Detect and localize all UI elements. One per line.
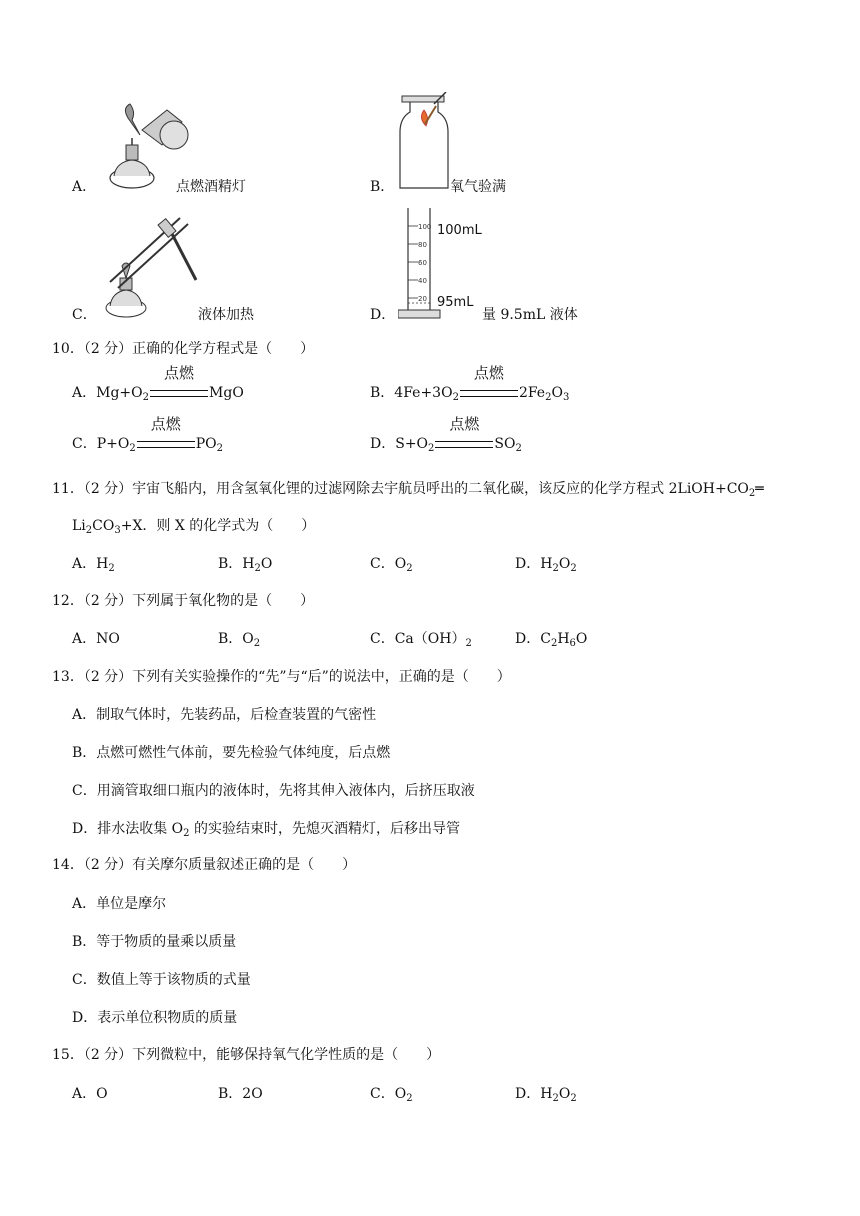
svg-text:20: 20 [418,295,427,303]
q12-option-a[interactable]: A．NO [72,631,120,647]
svg-text:40: 40 [418,277,427,285]
q14-stem: 14．（2 分）有关摩尔质量叙述正确的是（ ） [52,857,357,873]
svg-text:80: 80 [418,241,427,249]
q12-stem: 12．（2 分）下列属于氧化物的是（ ） [52,593,315,609]
oxygen-bottle-test-image [396,92,456,192]
q10-option-d[interactable]: D．$S+O_2$ 点燃 $SO_2$ [370,415,522,454]
q12-option-c[interactable]: C．$Ca(OH)_2$ [370,631,472,649]
q15-option-a[interactable]: A．O [72,1086,108,1102]
q11-option-b[interactable]: B．$H_2O$ [218,556,273,574]
q15-option-b[interactable]: B．2O [218,1086,263,1102]
equals-sign-with-condition: 点燃 [434,435,494,453]
q13-option-c[interactable]: C．用滴管取细口瓶内的液体时，先将其伸入液体内，后挤压取液 [72,783,475,799]
q13-option-a[interactable]: A．制取气体时，先装药品，后检查装置的气密性 [72,707,377,723]
q15-option-d[interactable]: D．$H_2O_2$ [515,1086,577,1104]
equals-sign-with-condition: 点燃 [136,435,196,453]
q10-option-a[interactable]: A．$Mg+O_2$ 点燃 MgO [72,364,244,403]
equals-sign-with-condition: 点燃 [149,384,209,402]
q15-stem: 15．（2 分）下列微粒中，能够保持氧气化学性质的是（ ） [52,1047,441,1063]
svg-text:100: 100 [418,223,432,231]
q9-d-text: 量 9.5mL 液体 [482,307,578,323]
svg-text:60: 60 [418,259,427,267]
q9-d-letter: D． [370,307,396,323]
q14-option-b[interactable]: B．等于物质的量乘以质量 [72,934,237,950]
q9-option-c [72,210,352,325]
q9-option-a [72,100,352,195]
q13-option-b[interactable]: B．点燃可燃性气体前，要先检验气体纯度，后点燃 [72,745,391,761]
q9-c-letter: C． [72,307,97,323]
q10-option-b[interactable]: B．$4Fe+3O_2$ 点燃 $2Fe_2O_3$ [370,364,570,403]
q9-b-letter: B． [370,179,395,195]
q9-a-text: 点燃酒精灯 [176,179,246,195]
q11-option-a[interactable]: A．$H_2$ [72,556,115,574]
q15-option-c[interactable]: C．$O_2$ [370,1086,413,1104]
q10-stem: 10．（2 分）正确的化学方程式是（ ） [52,341,315,357]
q12-option-b[interactable]: B．$O_2$ [218,631,261,649]
q13-stem: 13．（2 分）下列有关实验操作的“先”与“后”的说法中，正确的是（ ） [52,669,511,685]
equals-sign-with-condition: 点燃 [459,384,519,402]
q11-option-d[interactable]: D．$H_2O_2$ [515,556,577,574]
q9-d-cylinder-mark: 95mL [437,295,474,310]
q9-option-b [370,92,670,195]
q10-option-c[interactable]: C．$P+O_2$ 点燃 $PO_2$ [72,415,224,454]
q11-stem-line1: 11．（2 分）宇宙飞船内，用含氢氧化锂的过滤网除去宇航员呼出的二氧化碳，该反应的化学方程式 $2LiOH+CO_2═$ [52,481,764,499]
q9-d-cylinder-top: 100mL [437,223,482,238]
q9-b-text: 氧气验满 [450,179,506,195]
q13-option-d[interactable]: D．排水法收集 $O_2$ 的实验结束时，先熄灭酒精灯，后移出导管 [72,821,460,839]
q9-option-d [370,206,670,326]
q11-stem-line2: $Li_2CO_3+X$．则 X 的化学式为（ ） [72,518,316,536]
q9-a-letter: A． [72,179,97,195]
q14-option-a[interactable]: A．单位是摩尔 [72,896,167,912]
q14-option-d[interactable]: D．表示单位积物质的质量 [72,1010,238,1026]
q14-option-c[interactable]: C．数值上等于该物质的式量 [72,972,251,988]
q11-option-c[interactable]: C．$O_2$ [370,556,413,574]
q9-c-text: 液体加热 [198,307,254,323]
q12-option-d[interactable]: D．$C_2H_6O$ [515,631,588,649]
liquid-heating-image [100,210,200,320]
